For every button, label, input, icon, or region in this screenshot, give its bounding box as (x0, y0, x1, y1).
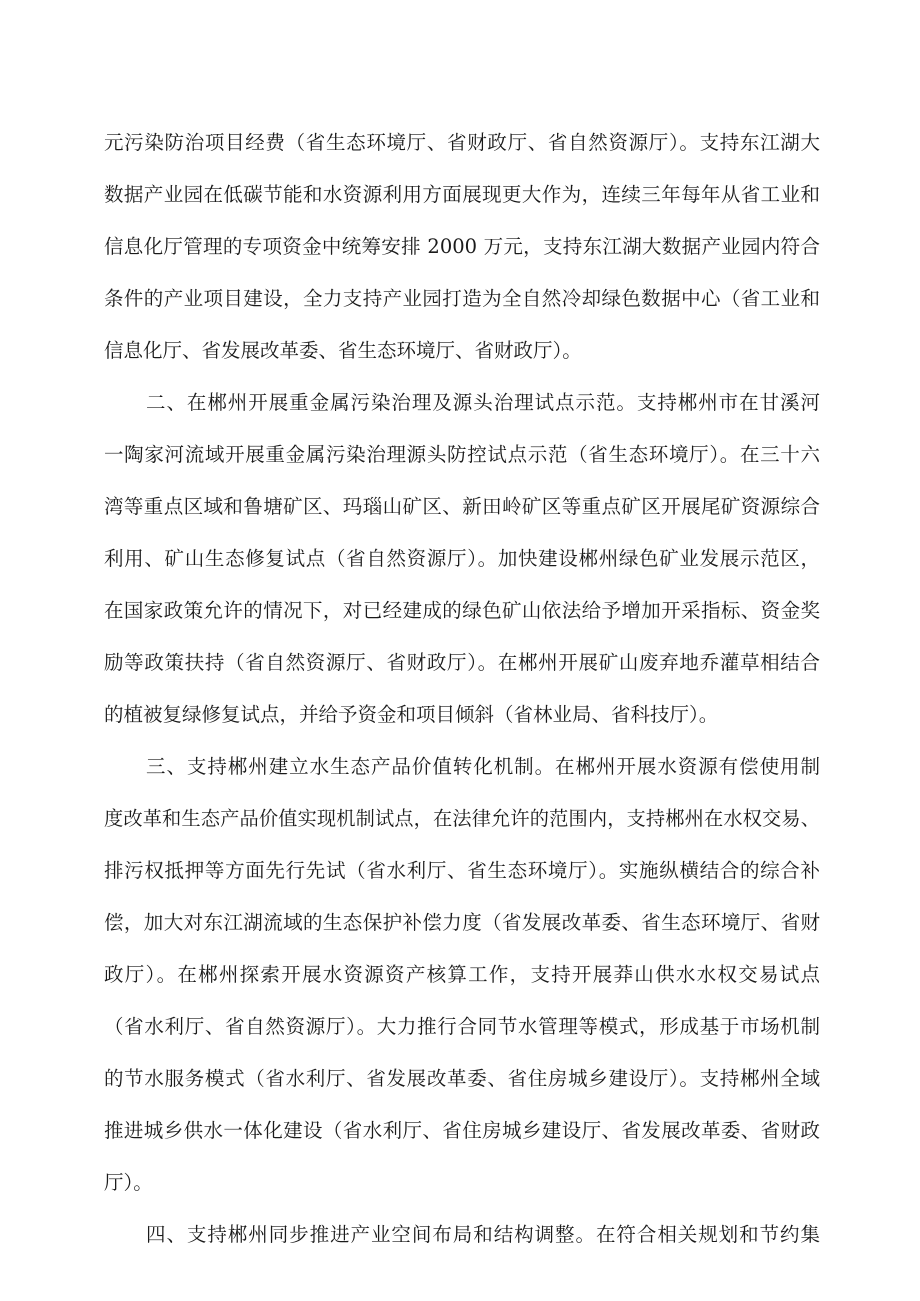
text-line: 偿，加大对东江湖流域的生态保护补偿力度（省发展改革委、省生态环境厅、省财 (104, 911, 820, 934)
text-line: 推进城乡供水一体化建设（省水利厅、省住房城乡建设厅、省发展改革委、省财政 (104, 1119, 820, 1142)
text-line: 励等政策扶持（省自然资源厅、省财政厅）。在郴州开展矿山废弃地乔灌草相结合 (104, 651, 820, 674)
text-line: 政厅）。在郴州探索开展水资源资产核算工作，支持开展莽山供水水权交易试点 (104, 963, 820, 986)
text-line: 度改革和生态产品价值实现机制试点，在法律允许的范围内，支持郴州在水权交易、 (104, 807, 820, 830)
text-line: 条件的产业项目建设，全力支持产业园打造为全自然冷却绿色数据中心（省工业和 (104, 287, 820, 310)
paragraph-heading-line: 二、在郴州开展重金属污染治理及源头治理试点示范。支持郴州市在甘溪河 (146, 391, 820, 414)
text-line: 信息化厅管理的专项资金中统筹安排 2000 万元，支持东江湖大数据产业园内符合 (104, 235, 820, 258)
text-line: 湾等重点区域和鲁塘矿区、玛瑙山矿区、新田岭矿区等重点矿区开展尾矿资源综合 (104, 495, 820, 518)
text-line: 一陶家河流域开展重金属污染治理源头防控试点示范（省生态环境厅）。在三十六 (104, 443, 820, 466)
text-line: 在国家政策允许的情况下，对已经建成的绿色矿山依法给予增加开采指标、资金奖 (104, 599, 820, 622)
text-line: 厅）。 (104, 1171, 153, 1194)
paragraph-heading-line: 三、支持郴州建立水生态产品价值转化机制。在郴州开展水资源有偿使用制 (146, 755, 820, 778)
text-line: 信息化厅、省发展改革委、省生态环境厅、省财政厅）。 (104, 339, 582, 362)
text-line: （省水利厅、省自然资源厅）。大力推行合同节水管理等模式，形成基于市场机制 (104, 1015, 820, 1038)
text-line: 数据产业园在低碳节能和水资源利用方面展现更大作为，连续三年每年从省工业和 (104, 183, 820, 206)
text-line: 排污权抵押等方面先行先试（省水利厅、省生态环境厅）。实施纵横结合的综合补 (104, 859, 820, 882)
paragraph-heading-line: 四、支持郴州同步推进产业空间布局和结构调整。在符合相关规划和节约集 (146, 1223, 820, 1246)
text-line: 的节水服务模式（省水利厅、省发展改革委、省住房城乡建设厅）。支持郴州全域 (104, 1067, 820, 1090)
text-line: 的植被复绿修复试点，并给予资金和项目倾斜（省林业局、省科技厅）。 (104, 703, 719, 726)
text-line: 元污染防治项目经费（省生态环境厅、省财政厅、省自然资源厅）。支持东江湖大 (104, 131, 820, 154)
text-line: 利用、矿山生态修复试点（省自然资源厅）。加快建设郴州绿色矿业发展示范区， (104, 547, 820, 570)
